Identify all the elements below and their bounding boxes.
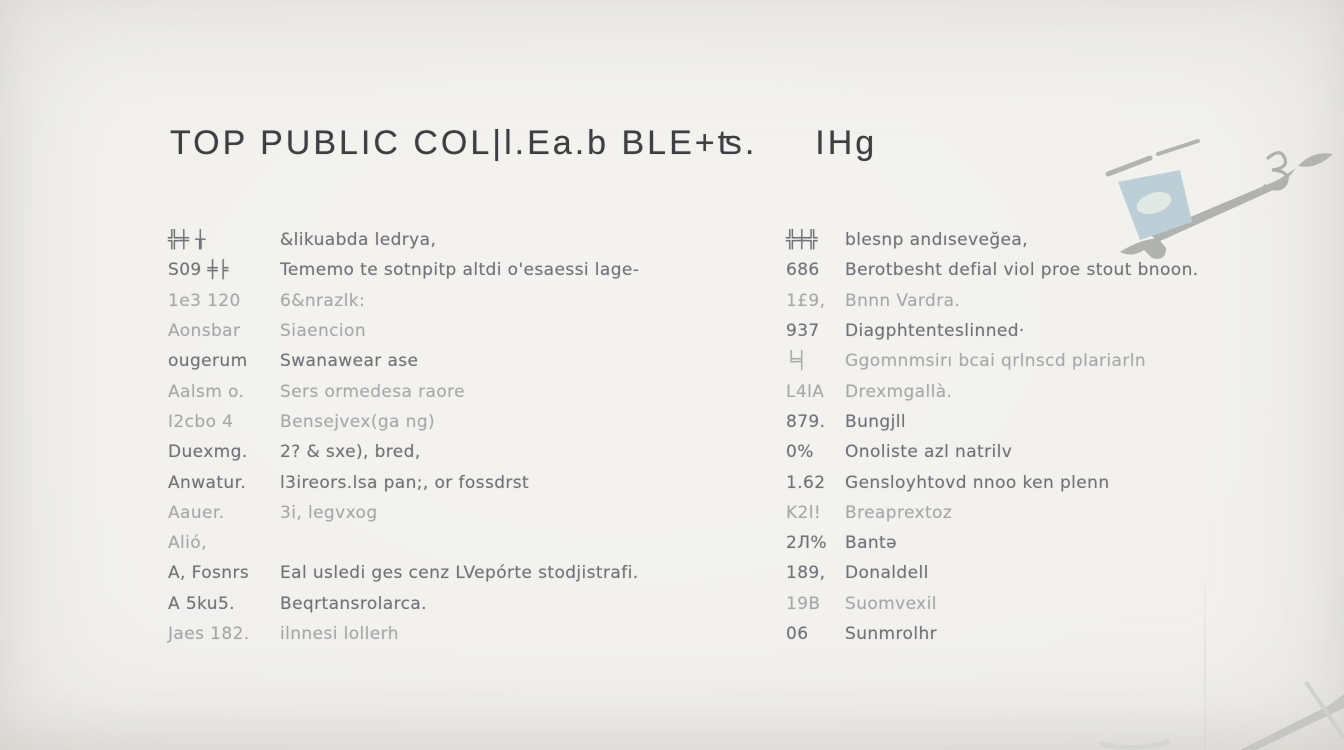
list-item-rank: ougerum (168, 351, 248, 372)
list-item-rank: Alió, (168, 533, 207, 554)
list-item-rank: K2l! (786, 502, 822, 523)
list-item (786, 437, 1326, 467)
list-item-text: Suomvexil (845, 593, 937, 614)
list-item (786, 619, 1326, 649)
list-item-text: ilnnesi lollerh (280, 624, 399, 644)
list-item (168, 376, 728, 406)
list-item (786, 558, 1326, 588)
list-item-rank: I2cbo 4 (168, 411, 234, 432)
list-item-text: Berotbesht defial viol proe stout bnoon. (845, 260, 1199, 281)
list-item-text: Breaprextoz (845, 502, 953, 523)
list-item-rank: ╬╪╬ (786, 230, 818, 251)
list-item-text: Sers ormedesa raore (280, 381, 466, 402)
list-item-text: blesnp andıseveğea, (845, 230, 1029, 251)
list-item-text: l3ireors.lsa pan;, or fossdrst (280, 472, 530, 493)
list-item-rank: Aonsbar (168, 321, 241, 342)
list-item (786, 498, 1326, 528)
list-item-text: Drexmgallà. (845, 381, 953, 402)
list-item-rank: A 5ku5. (168, 593, 235, 614)
list-item-text: Siaencion (280, 321, 367, 342)
list-item-rank: 06 (786, 624, 809, 644)
list-item-rank: ╬╪ ╁ (168, 230, 206, 251)
list-item (786, 376, 1326, 406)
list-item-text: Bnnn Vardra. (845, 290, 961, 311)
list-item-rank: 937 (786, 321, 820, 342)
list-item-text: Bensejvex(ga ng) (280, 411, 436, 432)
list-item-rank: 686 (786, 260, 820, 281)
list-item (786, 589, 1326, 619)
list-item (168, 498, 728, 528)
list-item (168, 225, 728, 255)
list-item-text: Ggomnmsirı bcai qrlnscd plariarln (845, 351, 1147, 372)
list-item-text: Swanawear ase (280, 351, 419, 372)
list-item-rank: 879. (786, 411, 826, 432)
list-item (168, 467, 728, 497)
list-item (786, 225, 1326, 255)
list-item-text: 3i, legvxog (280, 502, 378, 523)
list-item (168, 589, 728, 619)
list-item (786, 316, 1326, 346)
list-item-rank: L4lA (786, 381, 825, 402)
list-item-text: Eal usledi ges cenz LVepórte stodjistrafi. (280, 563, 639, 584)
list-item-text: Bungjll (845, 411, 906, 432)
page-title (170, 124, 877, 163)
list-item-rank: 189, (786, 563, 826, 584)
list-item-rank: A, Fosnrs (168, 563, 250, 584)
list-item (168, 346, 728, 376)
list-item (786, 286, 1326, 316)
list-item (168, 316, 728, 346)
list-item-text: Onoliste azl natrilv (845, 442, 1013, 463)
list-item-text: Bantə (845, 533, 897, 554)
list-item (168, 407, 728, 437)
list-item-text: 6&nrazlk: (280, 290, 366, 311)
list-item-text: Tememo te sotnpitp altdi o'esaessi lage- (280, 260, 640, 281)
list-item-text: Gensloyhtovd nnoo ken plenn (845, 472, 1110, 493)
list-item (168, 437, 728, 467)
list-item-rank: Aalsm o. (168, 381, 245, 402)
list-item-rank: S09 ╪╞ (168, 260, 229, 281)
list-item-rank: ╘╡ (786, 351, 808, 372)
list-item-rank: Aauer. (168, 502, 225, 523)
list-item-rank: 2Л% (786, 533, 827, 554)
list-item (786, 346, 1326, 376)
list-item (786, 528, 1326, 558)
list-item (786, 255, 1326, 285)
college-list-left (168, 225, 728, 649)
list-item-rank: 1.62 (786, 472, 826, 493)
list-item (168, 286, 728, 316)
list-item-text: Donaldell (845, 563, 929, 584)
college-list-right (786, 225, 1326, 649)
list-item-rank: Duexmg. (168, 442, 248, 463)
list-item-rank: 0% (786, 442, 814, 463)
page-title-suffix: IHg (815, 123, 878, 162)
list-item-rank: 1£9, (786, 290, 826, 311)
page-title-text: TOP PUBLIC COL|l.Ea.b BLE+ʦ. (170, 123, 758, 162)
list-item-text: &likuabda ledrya, (280, 230, 437, 251)
list-item (168, 255, 728, 285)
list-item-text: 2? & sxe), bred, (280, 442, 421, 463)
list-item-rank: 19B (786, 593, 821, 614)
list-item-rank: 1e3 120 (168, 290, 241, 311)
list-item (168, 528, 728, 558)
list-item (168, 558, 728, 588)
list-item-text: Beqrtansrolarca. (280, 593, 427, 614)
list-item-rank: Anwatur. (168, 472, 247, 493)
list-item (786, 467, 1326, 497)
corner-pen-strokes-icon (1080, 668, 1344, 750)
list-item (786, 407, 1326, 437)
list-item-text: Sunmrolhr (845, 624, 938, 644)
list-item-rank: Jaes 182. (168, 624, 250, 644)
list-item-text: Diagphtenteslinned· (845, 321, 1025, 342)
list-item (168, 619, 728, 649)
